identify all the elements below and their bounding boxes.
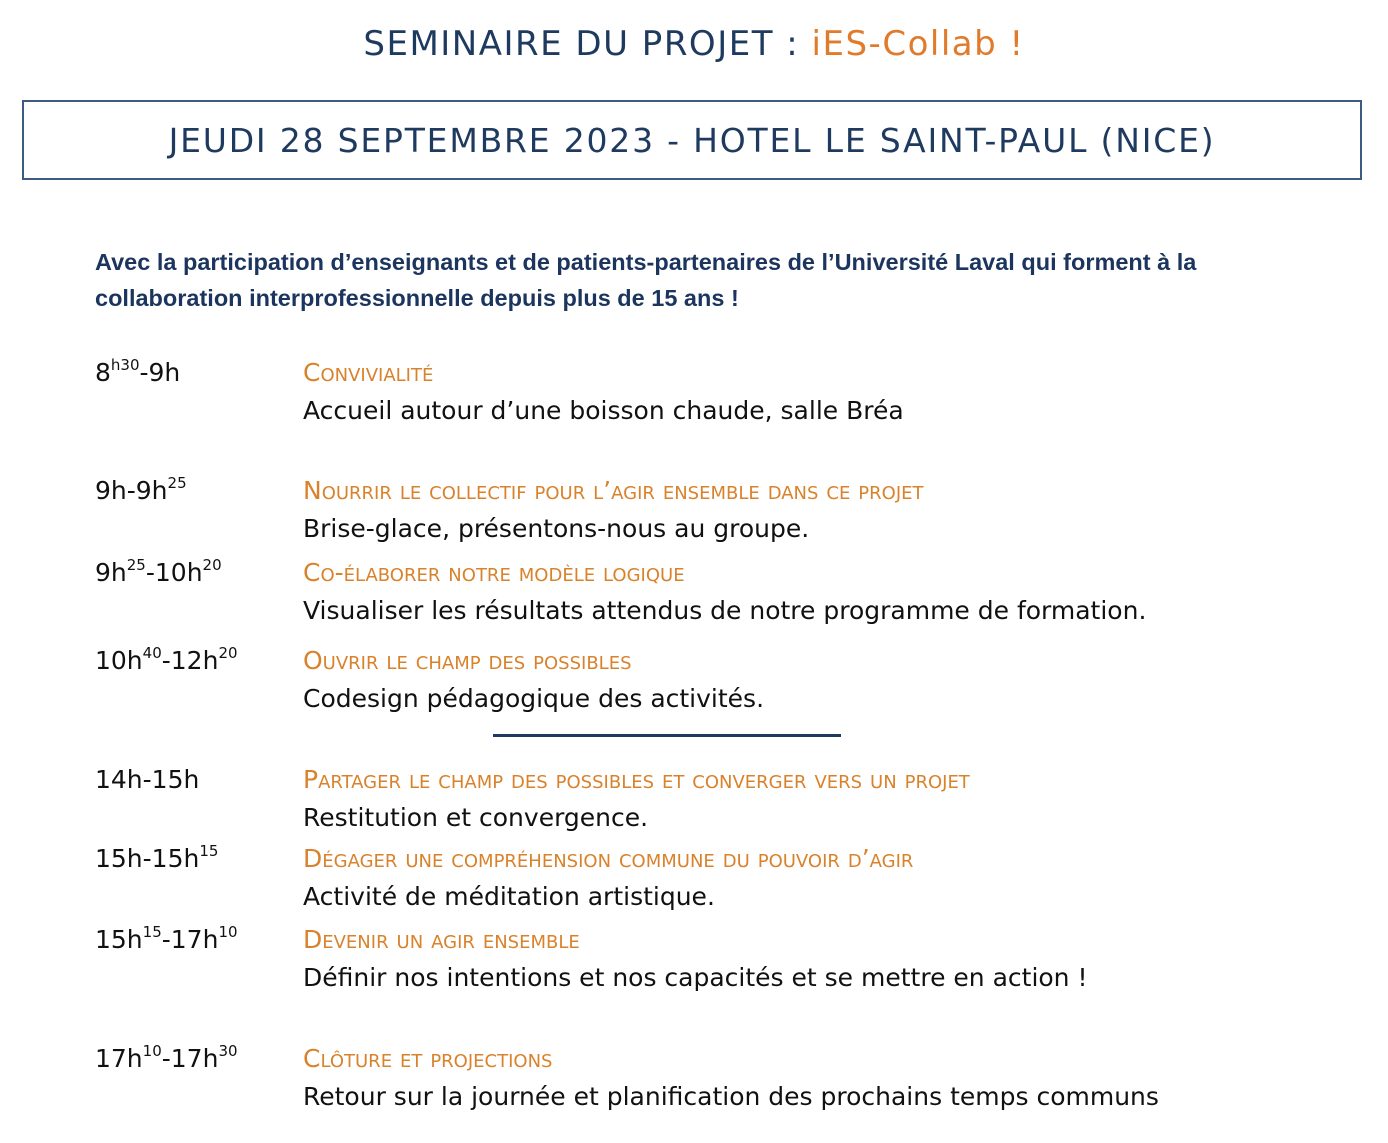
time-part: 9h-9h (95, 476, 168, 505)
page-title (0, 24, 1388, 64)
time-superscript: 25 (167, 474, 187, 492)
schedule-heading: Partager le champ des possibles et converger vers un projet (303, 765, 970, 794)
date-location-box (22, 100, 1362, 180)
date-location-text: JEUDI 28 SEPTEMBRE 2023 - HOTEL LE SAINT-PAUL (NICE) (168, 120, 1216, 160)
schedule-heading: Convivialité (303, 358, 434, 387)
time-part: 15h-15h (95, 844, 200, 873)
schedule-heading: Dégager une compréhension commune du pouvoir d’agir (303, 844, 914, 873)
time-part: -10h (145, 558, 203, 587)
time-superscript: 20 (218, 644, 238, 662)
schedule-heading: Devenir un agir ensemble (303, 925, 580, 954)
schedule-time (95, 843, 218, 875)
time-superscript: 10 (142, 1042, 162, 1060)
time-part: 14h-15h (95, 765, 200, 794)
time-superscript: 25 (126, 556, 146, 574)
time-superscript: 20 (202, 556, 222, 574)
schedule-description: Visualiser les résultats attendus de notre programme de formation. (303, 596, 1147, 625)
schedule-heading: Ouvrir le champ des possibles (303, 646, 632, 675)
time-superscript: 30 (218, 1042, 238, 1060)
schedule-time (95, 764, 199, 796)
time-superscript: 10 (218, 923, 238, 941)
time-part: 17h (95, 1044, 143, 1073)
time-part: 8 (95, 358, 111, 387)
schedule-heading: Clôture et projections (303, 1044, 553, 1073)
time-superscript: h30 (110, 356, 140, 374)
schedule-heading: Co-élaborer notre modèle logique (303, 558, 685, 587)
schedule-description: Restitution et convergence. (303, 803, 649, 832)
time-superscript: 40 (142, 644, 162, 662)
schedule-time (95, 475, 187, 507)
time-part: 15h (95, 925, 143, 954)
time-part: 10h (95, 646, 143, 675)
time-superscript: 15 (142, 923, 162, 941)
title-prefix: SEMINAIRE DU PROJET : (363, 24, 812, 64)
schedule-description: Définir nos intentions et nos capacités et se mettre en action ! (303, 963, 1088, 992)
schedule-description: Accueil autour d’une boisson chaude, salle Bréa (303, 396, 904, 425)
time-part: 9h (95, 558, 127, 587)
schedule-time (95, 357, 180, 389)
schedule-description: Brise-glace, présentons-nous au groupe. (303, 514, 810, 543)
schedule-description: Codesign pédagogique des activités. (303, 684, 765, 713)
time-part: -17h (161, 1044, 219, 1073)
intro-text: Avec la participation d’enseignants et de patients-partenaires de l’Université Laval qui forment à la collaboration interprofessionnelle depuis plus de 15 ans ! (95, 249, 1197, 311)
time-superscript: 15 (199, 842, 219, 860)
schedule-description: Retour sur la journée et planification des prochains temps communs (303, 1082, 1159, 1111)
time-part: -17h (161, 925, 219, 954)
schedule-heading: Nourrir le collectif pour l’agir ensemble dans ce projet (303, 476, 924, 505)
schedule-time (95, 645, 238, 677)
schedule-time (95, 924, 238, 956)
time-part: -9h (139, 358, 181, 387)
time-part: -12h (161, 646, 219, 675)
schedule-time (95, 557, 222, 589)
project-name: iES-Collab ! (811, 24, 1025, 64)
schedule-time (95, 1043, 238, 1075)
schedule-description: Activité de méditation artistique. (303, 882, 715, 911)
lunch-divider (493, 734, 841, 737)
